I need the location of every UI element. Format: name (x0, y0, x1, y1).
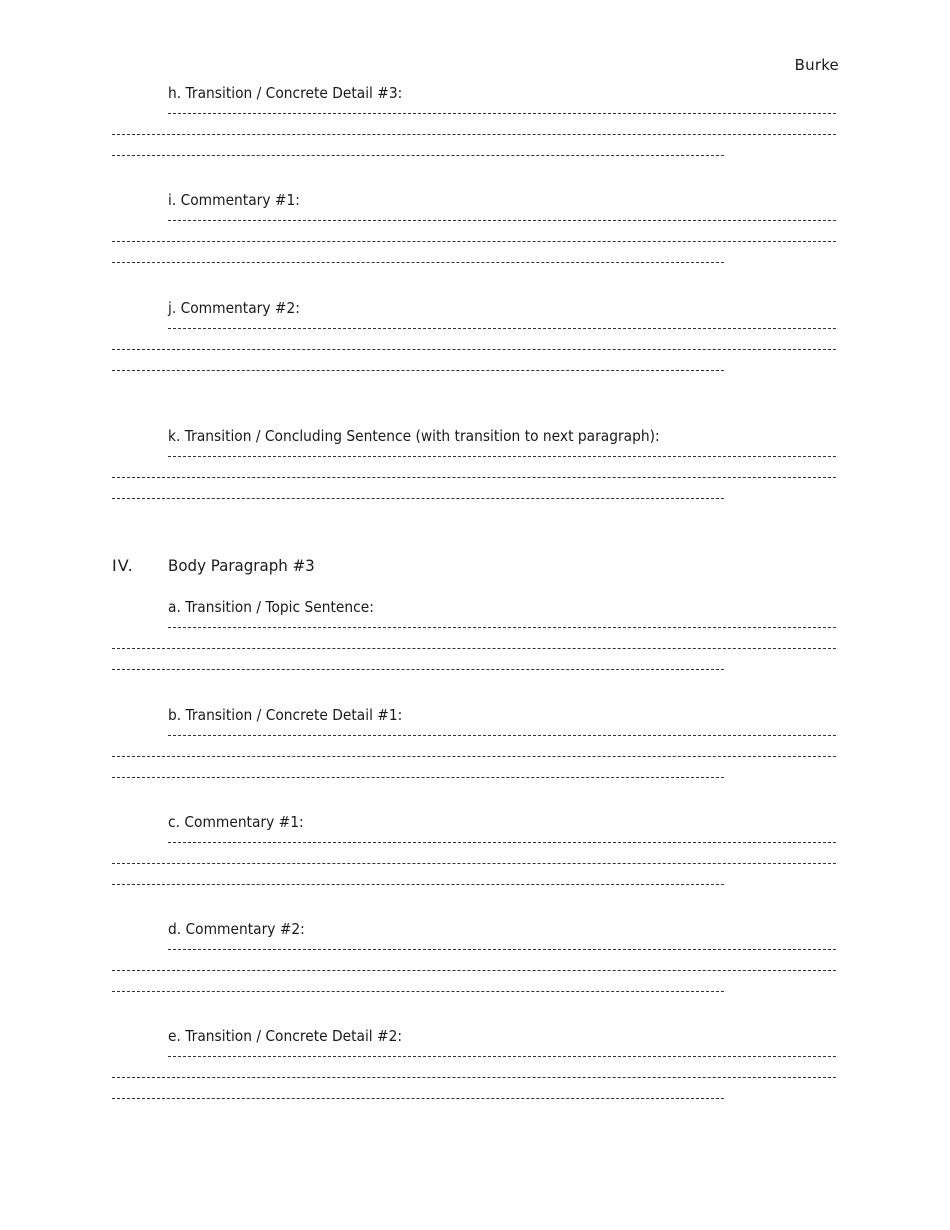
prompt-label: i. Commentary #1: (168, 191, 300, 209)
prompt-label: j. Commentary #2: (168, 299, 300, 317)
answer-line[interactable] (112, 669, 724, 670)
prompt-label: a. Transition / Topic Sentence: (168, 598, 374, 616)
answer-line[interactable] (168, 1056, 836, 1057)
answer-line[interactable] (112, 1077, 836, 1078)
answer-line[interactable] (168, 627, 836, 628)
answer-line[interactable] (112, 777, 724, 778)
prompt-label: h. Transition / Concrete Detail #3: (168, 84, 403, 102)
answer-line[interactable] (112, 498, 724, 499)
answer-line[interactable] (112, 370, 724, 371)
answer-line[interactable] (112, 648, 836, 649)
prompt-label: b. Transition / Concrete Detail #1: (168, 706, 403, 724)
answer-line[interactable] (168, 328, 836, 329)
prompt-label: c. Commentary #1: (168, 813, 304, 831)
answer-line[interactable] (112, 970, 836, 971)
answer-line[interactable] (112, 477, 836, 478)
answer-line[interactable] (112, 1098, 724, 1099)
answer-line[interactable] (168, 220, 836, 221)
answer-line[interactable] (168, 949, 836, 950)
answer-line[interactable] (112, 863, 836, 864)
answer-line[interactable] (112, 241, 836, 242)
section-heading (0, 556, 950, 580)
answer-line[interactable] (112, 349, 836, 350)
answer-line[interactable] (112, 134, 836, 135)
answer-line[interactable] (112, 262, 724, 263)
answer-line[interactable] (168, 735, 836, 736)
section-numeral: IV. (112, 556, 134, 575)
answer-line[interactable] (112, 991, 724, 992)
answer-line[interactable] (168, 842, 836, 843)
answer-line[interactable] (112, 884, 724, 885)
answer-line[interactable] (112, 756, 836, 757)
prompt-label: d. Commentary #2: (168, 920, 305, 938)
author-name: Burke (794, 56, 839, 74)
prompt-label: k. Transition / Concluding Sentence (with transition to next paragraph): (168, 427, 660, 445)
section-title: Body Paragraph #3 (168, 556, 315, 575)
answer-line[interactable] (112, 155, 724, 156)
answer-line[interactable] (168, 456, 836, 457)
prompt-label: e. Transition / Concrete Detail #2: (168, 1027, 403, 1045)
answer-line[interactable] (168, 113, 836, 114)
